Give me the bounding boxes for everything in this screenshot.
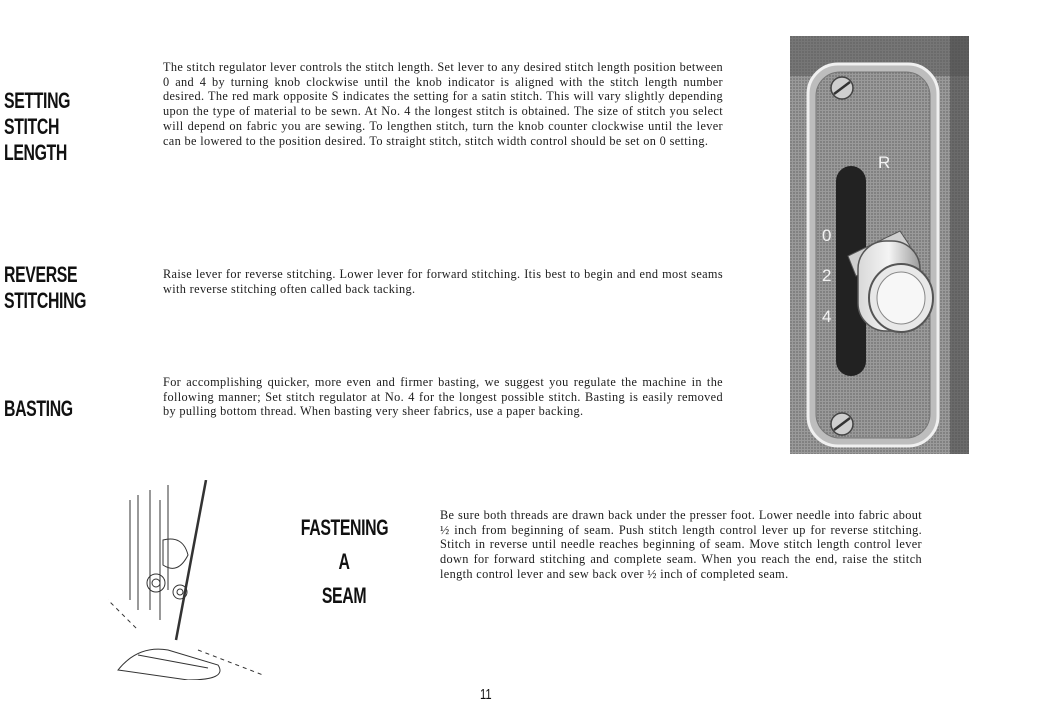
- stitch-length-dial-photo: [790, 36, 969, 454]
- reverse-stitching-text: [163, 267, 723, 296]
- dial-label-0: 0: [822, 226, 832, 245]
- heading-line: REVERSE: [4, 262, 78, 287]
- page-number: 11: [479, 686, 492, 703]
- heading-line: FASTENING: [300, 515, 389, 540]
- setting-stitch-length-text: [163, 60, 723, 148]
- paragraph: Raise lever for reverse stitching. Lower lever for forward stitching. Itis best to begin and end most seams with reverse stitching often called back tacking.: [163, 267, 723, 296]
- heading-line: LENGTH: [4, 140, 67, 165]
- heading-line: SETTING: [4, 88, 71, 113]
- dial-label-2: 2: [822, 266, 832, 285]
- heading-setting-stitch-length: [4, 88, 70, 166]
- presser-foot-illustration: [108, 480, 268, 680]
- dial-label-4: 4: [822, 307, 832, 326]
- heading-line: STITCHING: [4, 288, 87, 313]
- paragraph: Be sure both threads are drawn back under the presser foot. Lower needle into fabric about ½ inch from beginning of seam. Push stitch length control lever up for reverse stitching. Stitch in reverse until needle reaches beginning of seam. Move stitch length control lever down for forward stitching and complete seam. When you reach the end, raise the stitch length control lever and sew back over ½ inch of completed seam.: [440, 508, 922, 581]
- dial-label-r: R: [878, 153, 891, 172]
- fastening-a-seam-text: [440, 508, 922, 582]
- heading-line: SEAM: [321, 583, 367, 608]
- heading-line: A: [338, 549, 350, 574]
- heading-reverse-stitching: [4, 262, 86, 314]
- basting-text: [163, 375, 723, 419]
- heading-line: BASTING: [4, 396, 73, 421]
- heading-basting: [4, 396, 73, 422]
- heading-fastening-a-seam: [301, 515, 387, 609]
- paragraph: The stitch regulator lever controls the stitch length. Set lever to any desired stitch length position between 0 and 4 by turning knob clockwise until the knob indicator is aligned with the stitch length number desired. The red mark opposite S indicates the setting for a satin stitch. This will vary slightly depending upon the type of material to be sewn. At No. 4 the longest stitch is obtained. The size of stitch you select will depend on fabric you are sewing. To lengthen stitch, turn the knob counter clockwise until the lever can be lowered to the position desired. To straight stitch, stitch width control should be set on 0 setting.: [163, 60, 723, 148]
- heading-line: STITCH: [4, 114, 60, 139]
- dial-illustration: [790, 36, 969, 454]
- paragraph: For accomplishing quicker, more even and firmer basting, we suggest you regulate the machine in the following manner; Set stitch regulator at No. 4 for the longest possible stitch. Basting is easily removed by pulling bottom thread. When basting very sheer fabrics, use a paper backing.: [163, 375, 723, 419]
